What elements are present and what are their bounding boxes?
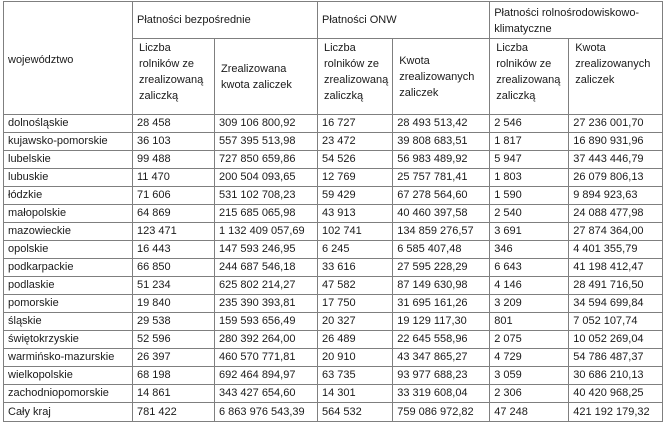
onw-amount-cell: 6 585 407,48 [393,241,490,259]
table-row [4,151,663,169]
onw-amount-cell: 43 347 865,27 [393,349,490,367]
subheader-amount: Kwota zrealizowanych zaliczek [569,39,663,115]
region-cell: śląskie [4,313,133,331]
table-row [4,313,663,331]
direct-farmers-cell: 64 869 [133,205,215,223]
table-row [4,115,663,133]
agrienv-amount-cell: 10 052 269,04 [569,331,663,349]
direct-amount-cell: 6 863 976 543,39 [215,403,318,422]
agrienv-amount-cell: 28 491 716,50 [569,277,663,295]
agrienv-farmers-cell: 4 729 [490,349,569,367]
agrienv-amount-cell: 27 236 001,70 [569,115,663,133]
direct-farmers-cell: 123 471 [133,223,215,241]
agrienv-farmers-cell: 6 643 [490,259,569,277]
onw-farmers-cell: 47 582 [318,277,393,295]
direct-amount-cell: 147 593 246,95 [215,241,318,259]
agrienv-farmers-cell: 1 590 [490,187,569,205]
group-header-onw-payments: Płatności ONW [318,2,490,39]
agrienv-amount-cell: 16 890 931,96 [569,133,663,151]
direct-farmers-cell: 11 470 [133,169,215,187]
agrienv-amount-cell: 421 192 179,32 [569,403,663,422]
direct-farmers-cell: 36 103 [133,133,215,151]
region-cell: warmińsko-mazurskie [4,349,133,367]
region-cell: małopolskie [4,205,133,223]
onw-amount-cell: 25 757 781,41 [393,169,490,187]
onw-farmers-cell: 20 327 [318,313,393,331]
direct-amount-cell: 309 106 800,92 [215,115,318,133]
table-row [4,205,663,223]
direct-amount-cell: 200 504 093,65 [215,169,318,187]
onw-amount-cell: 56 983 489,92 [393,151,490,169]
onw-farmers-cell: 54 526 [318,151,393,169]
onw-farmers-cell: 26 489 [318,331,393,349]
direct-farmers-cell: 26 397 [133,349,215,367]
table-row [4,187,663,205]
region-cell: kujawsko-pomorskie [4,133,133,151]
direct-farmers-cell: 51 234 [133,277,215,295]
onw-amount-cell: 759 086 972,82 [393,403,490,422]
agrienv-amount-cell: 7 052 107,74 [569,313,663,331]
region-cell: podlaskie [4,277,133,295]
agrienv-amount-cell: 26 079 806,13 [569,169,663,187]
table-row [4,385,663,403]
onw-farmers-cell: 12 769 [318,169,393,187]
direct-farmers-cell: 99 488 [133,151,215,169]
onw-farmers-cell: 564 532 [318,403,393,422]
direct-farmers-cell: 52 596 [133,331,215,349]
direct-amount-cell: 557 395 513,98 [215,133,318,151]
agrienv-farmers-cell: 1 817 [490,133,569,151]
direct-farmers-cell: 29 538 [133,313,215,331]
table-row [4,223,663,241]
region-cell: zachodniopomorskie [4,385,133,403]
region-cell: opolskie [4,241,133,259]
agrienv-farmers-cell: 3 691 [490,223,569,241]
region-header: województwo [4,2,133,115]
table-row [4,331,663,349]
direct-farmers-cell: 14 861 [133,385,215,403]
header-row-groups [4,2,663,39]
region-cell: dolnośląskie [4,115,133,133]
onw-amount-cell: 28 493 513,42 [393,115,490,133]
agrienv-farmers-cell: 47 248 [490,403,569,422]
onw-farmers-cell: 14 301 [318,385,393,403]
agrienv-amount-cell: 34 594 699,84 [569,295,663,313]
agrienv-farmers-cell: 3 209 [490,295,569,313]
agrienv-amount-cell: 41 198 412,47 [569,259,663,277]
agrienv-amount-cell: 40 420 968,25 [569,385,663,403]
direct-amount-cell: 692 464 894,97 [215,367,318,385]
onw-farmers-cell: 63 735 [318,367,393,385]
agrienv-amount-cell: 37 443 446,79 [569,151,663,169]
agrienv-farmers-cell: 2 540 [490,205,569,223]
agrienv-farmers-cell: 2 306 [490,385,569,403]
direct-amount-cell: 727 850 659,86 [215,151,318,169]
agrienv-amount-cell: 27 874 364,00 [569,223,663,241]
table-row [4,259,663,277]
direct-amount-cell: 215 685 065,98 [215,205,318,223]
onw-farmers-cell: 16 727 [318,115,393,133]
region-cell: łódzkie [4,187,133,205]
agrienv-farmers-cell: 3 059 [490,367,569,385]
table-row [4,367,663,385]
table-row [4,349,663,367]
agrienv-farmers-cell: 2 546 [490,115,569,133]
table-row [4,277,663,295]
onw-amount-cell: 39 808 683,51 [393,133,490,151]
direct-amount-cell: 244 687 546,18 [215,259,318,277]
region-cell: podkarpackie [4,259,133,277]
direct-farmers-cell: 66 850 [133,259,215,277]
onw-farmers-cell: 20 910 [318,349,393,367]
total-row [4,403,663,422]
direct-farmers-cell: 28 458 [133,115,215,133]
agrienv-amount-cell: 24 088 477,98 [569,205,663,223]
subheader-farmers-count: Liczba rolników ze zrealizowaną zaliczką [318,39,393,115]
agrienv-farmers-cell: 1 803 [490,169,569,187]
group-header-agri-env-payments: Płatności rolnośrodowiskowo-klimatyczne [490,2,663,39]
advance-payments-table [3,1,663,422]
region-cell: mazowieckie [4,223,133,241]
direct-farmers-cell: 16 443 [133,241,215,259]
onw-amount-cell: 31 695 161,26 [393,295,490,313]
direct-amount-cell: 343 427 654,60 [215,385,318,403]
table-body [4,115,663,422]
onw-amount-cell: 40 460 397,58 [393,205,490,223]
agrienv-farmers-cell: 4 146 [490,277,569,295]
onw-amount-cell: 27 595 228,29 [393,259,490,277]
table-row [4,295,663,313]
table-row [4,169,663,187]
subheader-farmers-count: Liczba rolników ze zrealizowaną zaliczką [133,39,215,115]
agrienv-amount-cell: 30 686 210,13 [569,367,663,385]
table-row [4,133,663,151]
subheader-farmers-count: Liczba rolników ze zrealizowaną zaliczką [490,39,569,115]
direct-amount-cell: 280 392 264,00 [215,331,318,349]
onw-farmers-cell: 17 750 [318,295,393,313]
direct-farmers-cell: 19 840 [133,295,215,313]
agrienv-farmers-cell: 346 [490,241,569,259]
onw-farmers-cell: 23 472 [318,133,393,151]
onw-amount-cell: 67 278 564,60 [393,187,490,205]
onw-farmers-cell: 6 245 [318,241,393,259]
table-row [4,241,663,259]
agrienv-amount-cell: 54 786 487,37 [569,349,663,367]
direct-amount-cell: 531 102 708,23 [215,187,318,205]
direct-amount-cell: 625 802 214,27 [215,277,318,295]
direct-farmers-cell: 68 198 [133,367,215,385]
region-cell: lubelskie [4,151,133,169]
agrienv-farmers-cell: 2 075 [490,331,569,349]
onw-amount-cell: 19 129 117,30 [393,313,490,331]
direct-amount-cell: 235 390 393,81 [215,295,318,313]
onw-amount-cell: 33 319 608,04 [393,385,490,403]
region-cell: pomorskie [4,295,133,313]
region-cell: świętokrzyskie [4,331,133,349]
onw-amount-cell: 87 149 630,98 [393,277,490,295]
onw-amount-cell: 22 645 558,96 [393,331,490,349]
subheader-amount: Kwota zrealizowanych zaliczek [393,39,490,115]
agrienv-farmers-cell: 801 [490,313,569,331]
direct-amount-cell: 159 593 656,49 [215,313,318,331]
region-cell: wielkopolskie [4,367,133,385]
direct-farmers-cell: 71 606 [133,187,215,205]
agrienv-amount-cell: 9 894 923,63 [569,187,663,205]
direct-amount-cell: 460 570 771,81 [215,349,318,367]
onw-farmers-cell: 33 616 [318,259,393,277]
onw-amount-cell: 134 859 276,57 [393,223,490,241]
direct-amount-cell: 1 132 409 057,69 [215,223,318,241]
region-cell: lubuskie [4,169,133,187]
subheader-amount: Zrealizowana kwota zaliczek [215,39,318,115]
onw-amount-cell: 93 977 688,23 [393,367,490,385]
region-cell: Cały kraj [4,403,133,422]
group-header-direct-payments: Płatności bezpośrednie [133,2,318,39]
onw-farmers-cell: 102 741 [318,223,393,241]
onw-farmers-cell: 59 429 [318,187,393,205]
direct-farmers-cell: 781 422 [133,403,215,422]
onw-farmers-cell: 43 913 [318,205,393,223]
agrienv-amount-cell: 4 401 355,79 [569,241,663,259]
agrienv-farmers-cell: 5 947 [490,151,569,169]
